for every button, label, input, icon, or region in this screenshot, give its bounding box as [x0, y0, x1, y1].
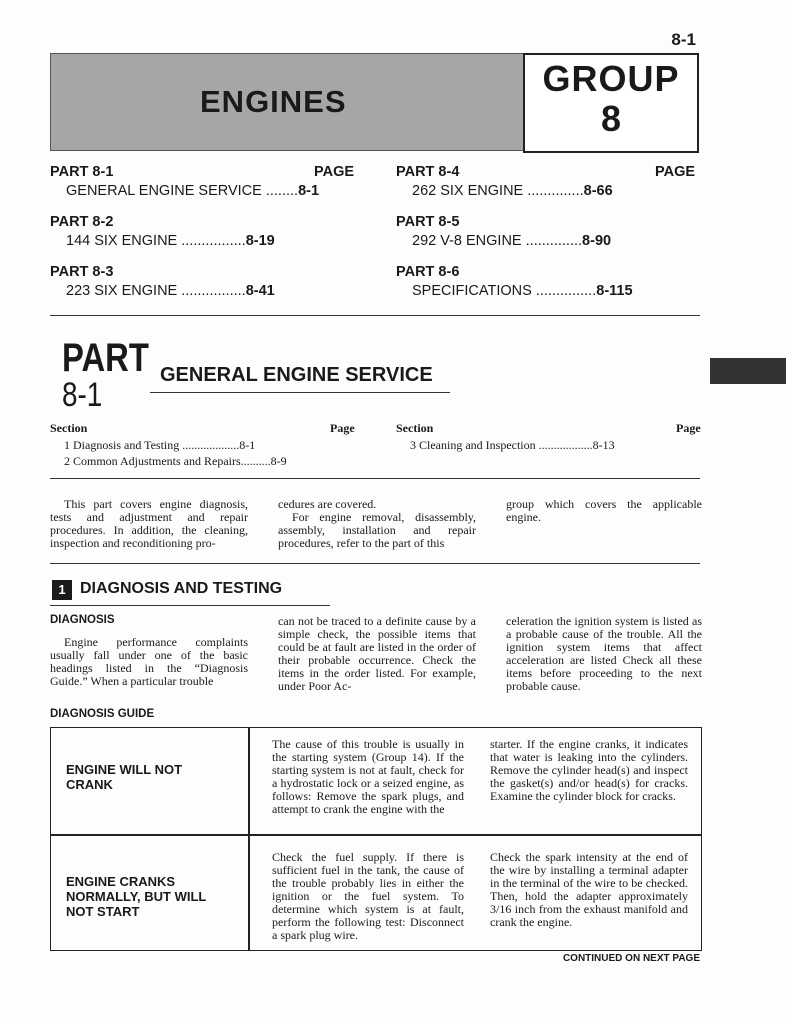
toc-entry-page: 8-41	[245, 283, 275, 299]
toc-entry-title: 144 SIX ENGINE	[66, 233, 178, 249]
toc-entry-page: 8-115	[596, 283, 633, 299]
part-word: PART	[62, 336, 149, 380]
table-row-divider	[50, 834, 702, 836]
guide-remedy-col: Check the spark intensity at the end of the wire by installing a terminal adapter in the terminal of the wire to be checked. Then, hold the adapter approximately 3/16 inch from the exhaust manifold and crank the engine.	[490, 850, 688, 929]
section-entry[interactable]	[64, 438, 255, 453]
intro-col-2a: cedures are covered.	[278, 497, 377, 511]
section-entry-text: 2 Common Adjustments and Repairs..........	[64, 454, 271, 468]
section-number-badge: 1	[52, 580, 72, 600]
toc-part-label: PART 8-3	[50, 264, 114, 280]
subsection-title: DIAGNOSIS GUIDE	[50, 708, 155, 720]
section-title: DIAGNOSIS AND TESTING	[80, 580, 283, 597]
guide-symptom	[66, 874, 206, 919]
thumb-tab	[710, 358, 786, 384]
toc-entry[interactable]	[66, 183, 319, 199]
section-entry-page: 8-9	[270, 454, 287, 468]
section-entry-text: 1 Diagnosis and Testing ...................	[64, 438, 240, 452]
guide-cause-col: Check the fuel supply. If there is sufficient fuel in the tank, the cause of the trouble probably lies in either the ignition or the fuel system. To determine which system is at fault, perform the following test: Disconnect a spark plug wire.	[272, 850, 464, 942]
intro-col-1: This part covers engine diagnosis, tests and adjustment and repair procedures. In addition, the cleaning, inspection and reconditioning pro-	[50, 497, 248, 550]
section-entry-page: 8-1	[239, 438, 256, 452]
section-entry-text: 3 Cleaning and Inspection ..................	[410, 438, 593, 452]
diagnosis-col-2: can not be traced to a definite cause by a simple check, the possible items that could be at fault are listed in the order of their probable occurrence. Check the items in the order listed. For example, under Poor Ac-	[278, 614, 476, 693]
toc-entry-dots: ........	[261, 183, 299, 199]
page-head: Page	[676, 421, 701, 435]
divider	[50, 563, 700, 564]
intro-col-2b: For engine removal, disassembly, assembly, installation and repair procedures, refer to the part of this	[278, 510, 476, 550]
toc-entry-dots: ..............	[521, 233, 583, 249]
toc-entry-page: 8-90	[582, 233, 612, 249]
group-number: 8	[600, 98, 622, 139]
toc-entry-page: 8-19	[245, 233, 275, 249]
intro-col-2	[278, 498, 476, 550]
table-column-divider	[248, 727, 250, 951]
toc-entry[interactable]	[412, 283, 633, 299]
guide-symptom-line: ENGINE WILL NOT	[66, 762, 183, 777]
toc-entry-dots: ................	[177, 233, 246, 249]
subsection-title: DIAGNOSIS	[50, 614, 115, 626]
toc-entry-title: GENERAL ENGINE SERVICE	[66, 183, 262, 199]
toc-entry-title: 292 V-8 ENGINE	[412, 233, 522, 249]
divider	[50, 315, 700, 316]
toc-entry[interactable]	[412, 183, 613, 199]
toc-entry-page: 8-66	[583, 183, 613, 199]
guide-cause-col: The cause of this trouble is usually in the starting system (Group 14). If the starting system is not at fault, check for a hydrostatic lock or a seized engine, as follows: Remove the spark plugs, and attempt to crank the engine with the	[272, 737, 464, 816]
divider	[50, 605, 330, 606]
toc-entry[interactable]	[66, 283, 275, 299]
guide-symptom-line: NOT START	[66, 904, 140, 919]
toc-part-label: PART 8-1	[50, 164, 114, 180]
part-title: GENERAL ENGINE SERVICE	[160, 364, 433, 386]
section-entry[interactable]	[64, 454, 287, 469]
section-head: Section	[396, 421, 434, 435]
divider	[150, 392, 450, 393]
group-label: GROUP	[542, 58, 680, 99]
diagnosis-col-1: Engine performance complaints usually fall under one of the basic headings listed in the “Diagnosis Guide.” When a particular trouble	[50, 635, 248, 688]
toc-entry-dots: ................	[177, 283, 246, 299]
toc-page-head: PAGE	[655, 164, 696, 180]
toc-page-head: PAGE	[314, 164, 355, 180]
toc-entry-page: 8-1	[298, 183, 320, 199]
toc-part-label: PART 8-5	[396, 214, 460, 230]
guide-remedy-col: starter. If the engine cranks, it indicates that water is leaking into the cylinders. Remove the cylinder head(s) and inspect the gasket(s) and/or head(s) for cracks. Examine the cylinder block for cracks.	[490, 737, 688, 803]
guide-symptom	[66, 762, 182, 792]
divider	[50, 478, 700, 479]
toc-entry[interactable]	[66, 233, 275, 249]
toc-entry-title: 262 SIX ENGINE	[412, 183, 524, 199]
toc-entry-dots: ..............	[523, 183, 584, 199]
toc-entry[interactable]	[412, 233, 611, 249]
page-title: ENGINES	[200, 84, 347, 119]
toc-entry-dots: ...............	[531, 283, 597, 299]
guide-symptom-line: CRANK	[66, 777, 113, 792]
section-entry[interactable]	[410, 438, 615, 453]
intro-col-3: group which covers the applicable engine.	[506, 497, 702, 524]
page-number: 8-1	[671, 30, 696, 49]
diagnosis-col-3: celeration the ignition system is listed as a probable cause of the trouble. All the ignition system items that affect acceleration are listed Check all these items before proceeding to the next probable cause.	[506, 614, 702, 693]
toc-entry-title: SPECIFICATIONS	[412, 283, 532, 299]
continued-note: CONTINUED ON NEXT PAGE	[562, 953, 700, 964]
part-number: 8-1	[62, 376, 103, 414]
page-head: Page	[330, 421, 355, 435]
section-entry-page: 8-13	[592, 438, 615, 452]
toc-entry-title: 223 SIX ENGINE	[66, 283, 178, 299]
section-head: Section	[50, 421, 88, 435]
toc-part-label: PART 8-4	[396, 164, 460, 180]
toc-part-label: PART 8-2	[50, 214, 114, 230]
toc-part-label: PART 8-6	[396, 264, 460, 280]
guide-symptom-line: ENGINE CRANKS	[66, 874, 176, 889]
guide-symptom-line: NORMALLY, BUT WILL	[66, 889, 207, 904]
